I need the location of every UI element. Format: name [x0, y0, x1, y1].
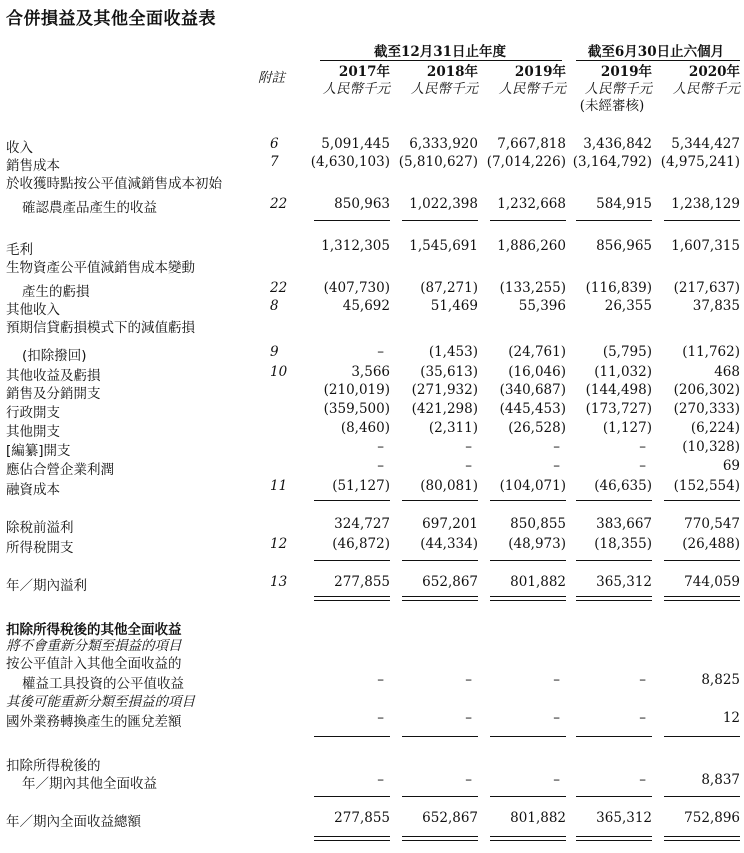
subtotal-rule: [490, 500, 566, 501]
column-header-0: [304, 64, 390, 98]
row-value: –: [377, 344, 384, 360]
statement-row: [0, 280, 744, 299]
row-value: (421,298): [411, 401, 478, 417]
statement-row: [0, 298, 744, 317]
column-unit: 人民幣千元: [410, 81, 478, 97]
row-value: 1,886,260: [497, 238, 566, 254]
row-value: (10,328): [682, 439, 740, 455]
subtotal-rule: [402, 600, 478, 601]
column-year: 2017年: [338, 64, 390, 80]
statement-row: [0, 364, 744, 383]
row-label: 生物資產公平值減銷售成本變動: [6, 260, 195, 276]
row-value: (26,488): [682, 536, 740, 552]
row-value: (359,500): [323, 401, 390, 417]
row-label: 權益工具投資的公平值收益: [22, 676, 184, 692]
row-value: 850,855: [510, 516, 566, 532]
column-unaudited-note: (未經審核): [579, 98, 645, 114]
row-value: (445,453): [499, 401, 566, 417]
row-note-ref: 22: [270, 280, 288, 296]
row-value: 51,469: [430, 298, 478, 314]
subtotal-rule: [576, 500, 652, 501]
row-value: –: [377, 439, 384, 455]
row-value: 1,312,305: [321, 238, 390, 254]
subtotal-rule: [314, 840, 390, 841]
row-value: (5,795): [602, 344, 652, 360]
row-value: 69: [722, 458, 740, 474]
statement-row: [0, 344, 744, 363]
subtotal-rule: [490, 596, 566, 597]
subtotal-rule: [402, 736, 478, 737]
row-value: (104,071): [499, 478, 566, 494]
column-year: 2019年: [600, 64, 652, 80]
row-value: –: [639, 439, 646, 455]
column-unit: 人民幣千元: [672, 81, 740, 97]
row-note-ref: 8: [270, 298, 279, 314]
row-value: –: [465, 439, 472, 455]
row-value: (407,730): [323, 280, 390, 296]
row-value: (1,127): [602, 420, 652, 436]
subtotal-rule: [576, 736, 652, 737]
subtotal-rule: [314, 560, 390, 561]
row-value: 856,965: [596, 238, 652, 254]
column-header-2: [480, 64, 566, 98]
row-note-ref: 13: [270, 574, 288, 590]
row-label: 融資成本: [6, 482, 60, 498]
row-label: 行政開支: [6, 405, 60, 421]
subtotal-rule: [314, 596, 390, 597]
statement-row: [0, 690, 744, 709]
subtotal-rule: [402, 220, 478, 221]
subtotal-rule: [664, 596, 740, 597]
subtotal-rule: [490, 836, 566, 837]
row-value: –: [377, 772, 384, 788]
row-label: 所得稅開支: [6, 540, 74, 556]
column-header-4: [654, 64, 740, 98]
row-value: (2,311): [428, 420, 478, 436]
column-year: 2019年: [514, 64, 566, 80]
row-value: 5,091,445: [321, 136, 390, 152]
row-value: –: [465, 672, 472, 688]
statement-row: [0, 810, 744, 829]
subtotal-rule: [490, 220, 566, 221]
row-value: –: [639, 458, 646, 474]
row-value: 801,882: [510, 574, 566, 590]
row-value: 277,855: [334, 574, 390, 590]
row-value: 55,396: [518, 298, 566, 314]
row-value: 8,825: [701, 672, 740, 688]
column-unit: 人民幣千元: [322, 81, 390, 97]
row-value: (18,355): [594, 536, 652, 552]
subtotal-rule: [576, 560, 652, 561]
row-value: (4,975,241): [660, 154, 740, 170]
row-value: (210,019): [323, 382, 390, 398]
subtotal-rule: [576, 836, 652, 837]
row-label: 扣除所得稅後的: [6, 758, 101, 774]
row-value: (46,635): [594, 478, 652, 494]
row-value: 652,867: [422, 574, 478, 590]
row-value: 744,059: [684, 574, 740, 590]
statement-title: 合併損益及其他全面收益表: [6, 9, 216, 29]
row-value: (340,687): [499, 382, 566, 398]
row-value: –: [465, 458, 472, 474]
row-value: 697,201: [422, 516, 478, 532]
statement-row: [0, 634, 744, 653]
row-value: 277,855: [334, 810, 390, 826]
subtotal-rule: [576, 220, 652, 221]
row-value: 1,545,691: [409, 238, 478, 254]
row-note-ref: 6: [270, 136, 279, 152]
row-value: 652,867: [422, 810, 478, 826]
row-value: (80,081): [420, 478, 478, 494]
row-value: –: [465, 710, 472, 726]
row-value: 468: [714, 364, 740, 380]
row-label: 扣除所得稅後的其他全面收益: [6, 622, 182, 638]
row-label: 於收獲時點按公平值減銷售成本初始: [6, 176, 222, 192]
subtotal-rule: [402, 796, 478, 797]
row-label: 其他收入: [6, 302, 60, 318]
row-value: (206,302): [673, 382, 740, 398]
statement-row: [0, 172, 744, 191]
statement-row: [0, 772, 744, 791]
statement-row: [0, 316, 744, 335]
subtotal-rule: [664, 840, 740, 841]
subtotal-rule: [576, 840, 652, 841]
subtotal-rule: [314, 736, 390, 737]
row-value: 383,667: [596, 516, 652, 532]
row-value: 1,232,668: [497, 196, 566, 212]
statement-row: [0, 238, 744, 257]
subtotal-rule: [402, 840, 478, 841]
row-value: (11,762): [682, 344, 740, 360]
row-value: (270,333): [673, 401, 740, 417]
row-value: –: [639, 772, 646, 788]
row-note-ref: 7: [270, 154, 279, 170]
row-label: 除稅前溢利: [6, 520, 74, 536]
subtotal-rule: [490, 600, 566, 601]
row-value: 584,915: [596, 196, 652, 212]
statement-row: [0, 196, 744, 215]
row-value: (46,872): [332, 536, 390, 552]
row-value: (87,271): [420, 280, 478, 296]
subtotal-rule: [664, 736, 740, 737]
row-value: (44,334): [420, 536, 478, 552]
row-value: 37,835: [692, 298, 740, 314]
row-value: 12: [722, 710, 740, 726]
row-value: (24,761): [508, 344, 566, 360]
subtotal-rule: [576, 796, 652, 797]
row-label: 銷售及分銷開支: [6, 386, 101, 402]
row-value: (48,973): [508, 536, 566, 552]
column-year: 2020年: [688, 64, 740, 80]
statement-row: [0, 401, 744, 420]
row-value: 26,355: [604, 298, 652, 314]
row-value: (217,637): [673, 280, 740, 296]
row-label: 毛利: [6, 242, 33, 258]
row-note-ref: 9: [270, 344, 279, 360]
row-value: 8,837: [701, 772, 740, 788]
statement-row: [0, 672, 744, 691]
row-value: –: [377, 672, 384, 688]
subtotal-rule: [576, 596, 652, 597]
row-label: 確認農產品產生的收益: [22, 200, 157, 216]
row-note-ref: 10: [270, 364, 288, 380]
row-label: 將不會重新分類至損益的項目: [6, 638, 182, 654]
row-value: –: [639, 672, 646, 688]
row-label: 其他收益及虧損: [6, 368, 101, 384]
row-value: 7,667,818: [497, 136, 566, 152]
subtotal-rule: [664, 796, 740, 797]
statement-row: [0, 136, 744, 155]
row-value: –: [553, 710, 560, 726]
row-value: (271,932): [411, 382, 478, 398]
column-unit: 人民幣千元: [498, 81, 566, 97]
row-value: 365,312: [596, 574, 652, 590]
row-value: 3,566: [351, 364, 390, 380]
statement-row: [0, 256, 744, 275]
subtotal-rule: [314, 836, 390, 837]
subtotal-rule: [402, 500, 478, 501]
group-header-year-ended-rule: [320, 60, 562, 61]
row-label: 年／期內溢利: [6, 578, 87, 594]
subtotal-rule: [314, 796, 390, 797]
row-value: 3,436,842: [583, 136, 652, 152]
subtotal-rule: [664, 836, 740, 837]
subtotal-rule: [664, 600, 740, 601]
row-label: [編纂]開支: [6, 443, 71, 459]
row-value: 850,963: [334, 196, 390, 212]
subtotal-rule: [664, 500, 740, 501]
row-value: –: [639, 710, 646, 726]
row-value: 6,333,920: [409, 136, 478, 152]
row-value: –: [553, 458, 560, 474]
subtotal-rule: [490, 736, 566, 737]
row-label: 銷售成本: [6, 158, 60, 174]
row-value: 752,896: [684, 810, 740, 826]
row-value: –: [465, 772, 472, 788]
group-header-six-months-rule: [576, 60, 740, 61]
row-value: (4,630,103): [310, 154, 390, 170]
row-value: –: [553, 439, 560, 455]
row-note-ref: 12: [270, 536, 288, 552]
row-label: 預期信貸虧損模式下的減值虧損: [6, 320, 195, 336]
row-value: (26,528): [508, 420, 566, 436]
subtotal-rule: [402, 596, 478, 597]
subtotal-rule: [576, 600, 652, 601]
note-column-header: 附註: [258, 70, 285, 86]
row-value: (8,460): [340, 420, 390, 436]
row-value: (6,224): [690, 420, 740, 436]
column-header-1: [392, 64, 478, 98]
statement-row: [0, 574, 744, 593]
subtotal-rule: [490, 840, 566, 841]
row-value: –: [377, 458, 384, 474]
group-header-six-months: 截至6月30日止六個月: [587, 44, 725, 60]
row-value: 1,022,398: [409, 196, 478, 212]
statement-row: [0, 382, 744, 401]
row-value: (133,255): [499, 280, 566, 296]
row-label: 其他開支: [6, 424, 60, 440]
row-label: 收入: [6, 140, 33, 156]
row-value: 45,692: [342, 298, 390, 314]
row-label: 年／期內其他全面收益: [22, 776, 157, 792]
row-note-ref: 22: [270, 196, 288, 212]
statement-row: [0, 536, 744, 555]
row-value: 1,238,129: [671, 196, 740, 212]
row-note-ref: 11: [270, 478, 288, 494]
row-value: (11,032): [594, 364, 652, 380]
subtotal-rule: [664, 560, 740, 561]
statement-row: [0, 458, 744, 477]
subtotal-rule: [314, 220, 390, 221]
row-value: 324,727: [334, 516, 390, 532]
row-label: 年／期內全面收益總額: [6, 814, 141, 830]
row-value: (16,046): [508, 364, 566, 380]
column-header-3: [566, 64, 652, 115]
statement-row: [0, 420, 744, 439]
row-label: 國外業務轉換產生的匯兌差額: [6, 714, 182, 730]
statement-row: [0, 754, 744, 773]
row-value: (3,164,792): [572, 154, 652, 170]
column-unit: 人民幣千元: [584, 81, 652, 97]
row-value: (7,014,226): [486, 154, 566, 170]
row-label: (扣除撥回): [22, 348, 87, 364]
row-value: (144,498): [585, 382, 652, 398]
subtotal-rule: [314, 600, 390, 601]
row-value: (51,127): [332, 478, 390, 494]
subtotal-rule: [314, 500, 390, 501]
subtotal-rule: [402, 560, 478, 561]
statement-row: [0, 652, 744, 671]
row-value: –: [553, 672, 560, 688]
row-value: 801,882: [510, 810, 566, 826]
statement-row: [0, 154, 744, 173]
statement-row: [0, 439, 744, 458]
row-value: (152,554): [673, 478, 740, 494]
statement-row: [0, 710, 744, 729]
row-label: 產生的虧損: [22, 284, 90, 300]
row-value: 5,344,427: [671, 136, 740, 152]
row-value: 1,607,315: [671, 238, 740, 254]
subtotal-rule: [490, 796, 566, 797]
subtotal-rule: [490, 560, 566, 561]
row-value: 365,312: [596, 810, 652, 826]
row-label: 其後可能重新分類至損益的項目: [6, 694, 195, 710]
statement-row: [0, 478, 744, 497]
row-value: (5,810,627): [398, 154, 478, 170]
row-value: (35,613): [420, 364, 478, 380]
row-label: 按公平值計入其他全面收益的: [6, 656, 182, 672]
statement-row: [0, 516, 744, 535]
column-year: 2018年: [426, 64, 478, 80]
row-value: (116,839): [585, 280, 652, 296]
row-value: 770,547: [684, 516, 740, 532]
subtotal-rule: [664, 220, 740, 221]
group-header-year-ended: 截至12月31日止年度: [373, 44, 507, 60]
row-value: (1,453): [428, 344, 478, 360]
subtotal-rule: [402, 836, 478, 837]
row-value: –: [377, 710, 384, 726]
row-label: 應佔合營企業利潤: [6, 462, 114, 478]
row-value: (173,727): [585, 401, 652, 417]
row-value: –: [553, 772, 560, 788]
